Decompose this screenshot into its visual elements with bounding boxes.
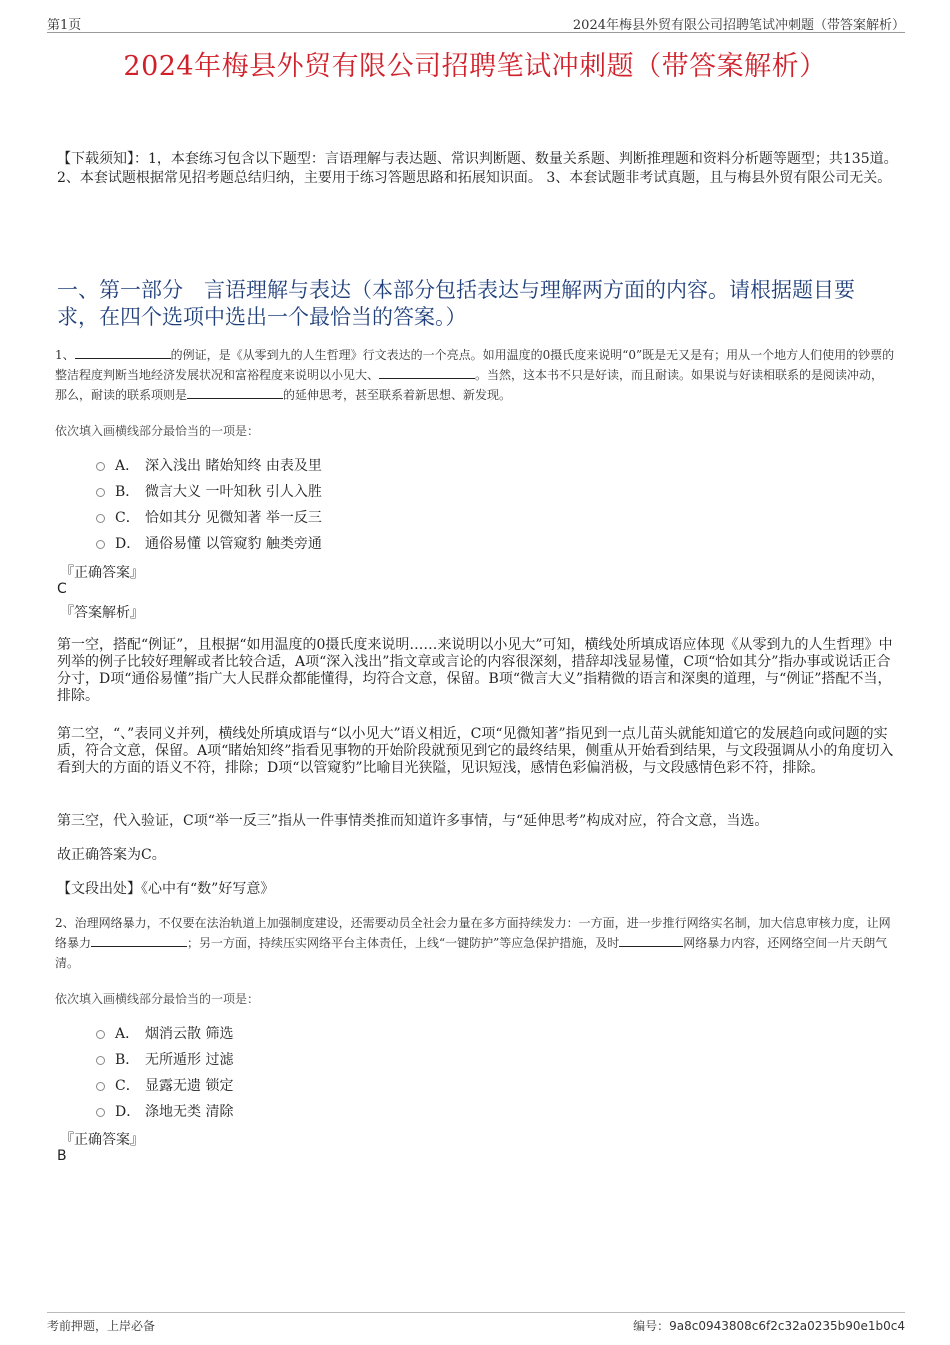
option-d[interactable]: D． 涤地无类 清除 [96, 1098, 233, 1124]
radio-icon[interactable] [96, 488, 105, 497]
analysis-paragraph: 第一空，搭配“例证”，且根据“如用温度的0摄氏度来说明……来说明以小见大”可知，横线处所填成语应体现《从零到九的人生哲理》中列举的例子比较好理解或者比较合适，A项“深入浅出”指文章或言论的内容很深刻，措辞却浅显易懂，C项“恰如其分”指办事或说话正合分寸，D项“通俗易懂”指广大人民群众都能懂得，均符合文意，保留。B项“微言大义”指精微的语言和深奥的道理，与“例证”搭配不当，排除。 [57, 637, 893, 704]
radio-icon[interactable] [96, 514, 105, 523]
option-b[interactable]: B． 无所遁形 过滤 [96, 1046, 233, 1072]
question-2-options [96, 1020, 233, 1124]
option-d[interactable]: D． 通俗易懂 以管窥豹 触类旁通 [96, 530, 322, 556]
question-1-text [55, 345, 895, 405]
correct-answer-label: 『正确答案』 [60, 1132, 144, 1148]
question-2-text [55, 913, 895, 973]
analysis-paragraph: 第二空，“、”表同义并列，横线处所填成语与“以小见大”语义相近，C项“见微知著”指见到一点儿苗头就能知道它的发展趋向或问题的实质，符合文意，保留。A项“睹始知终”指看见事物的开始阶段就预见到它的最终结果，侧重从开始看到结果，与文段强调从小的角度切入看到大的方面的语义不符，排除；D项“以管窥豹”比喻目光狭隘，见识短浅，感情色彩偏消极，与文段感情色彩不符，排除。 [57, 726, 894, 776]
question-segment: 治理网络暴力，不仅要在法治轨道上加强制度建设，还需要动员全社会力量在多方面持续发力：一方面，进一步推行网络实名制，加大信息审核力度，让网络暴力 [55, 916, 891, 950]
analysis-label: 『答案解析』 [60, 605, 144, 621]
fill-blank [91, 933, 187, 947]
section-heading: 一、第一部分 言语理解与表达（本部分包括表达与理解两方面的内容。请根据题目要求，在四个选项中选出一个最恰当的答案。） [57, 278, 855, 329]
radio-icon[interactable] [96, 1082, 105, 1091]
question-segment: 。当然，这本书不只是好读，而且耐读。如果说与好读相联系的是阅读冲动，那么，耐读的联系项则是 [55, 368, 884, 402]
analysis-conclusion: 故正确答案为C。 [57, 847, 166, 863]
option-c[interactable]: C． 恰如其分 见微知著 举一反三 [96, 504, 322, 530]
question-2-prompt: 依次填入画横线部分最恰当的一项是： [55, 992, 260, 1006]
question-segment: 网络暴力内容，还网络空间一片天朗气清。 [55, 936, 888, 970]
question-segment: 的延伸思考，甚至联系着新思想、新发现。 [283, 388, 512, 402]
header-doc-title: 2024年梅县外贸有限公司招聘笔试冲刺题（带答案解析） [572, 18, 905, 33]
page-title: 2024年梅县外贸有限公司招聘笔试冲刺题（带答案解析） [123, 51, 827, 82]
correct-answer-label: 『正确答案』 [60, 565, 144, 581]
footer-slogan: 考前押题，上岸必备 [47, 1319, 156, 1333]
correct-answer: B [57, 1148, 67, 1164]
fill-blank [379, 365, 475, 379]
fill-blank [619, 933, 683, 947]
radio-icon[interactable] [96, 462, 105, 471]
question-segment: 的例证，是《从零到九的人生哲理》行文表达的一个亮点。如用温度的0摄氏度来说明“0”既是无又是有；用从一个地方人们使用的钞票的整洁程度判断当地经济发展状况和富裕程度来说明以小见大、 [55, 348, 895, 382]
analysis-paragraph: 第三空，代入验证，C项“举一反三”指从一件事情类推而知道许多事情，与“延伸思考”构成对应，符合文意，当选。 [57, 813, 769, 829]
fill-blank [75, 345, 171, 359]
option-a[interactable]: A． 深入浅出 睹始知终 由表及里 [96, 452, 322, 478]
question-1-prompt: 依次填入画横线部分最恰当的一项是： [55, 424, 260, 438]
download-notice: 【下载须知】：1，本套练习包含以下题型：言语理解与表达题、常识判断题、数量关系题、判断推理题和资料分析题等题型；共135道。 2、本套试题根据常见招考题总结归纳，主要用于练习答题思路和拓展知识面。 3、本套试题非考试真题，且与梅县外贸有限公司无关。 [57, 151, 898, 186]
page-header [47, 12, 905, 33]
radio-icon[interactable] [96, 1108, 105, 1117]
question-1-options [96, 452, 322, 556]
radio-icon[interactable] [96, 1030, 105, 1039]
option-a[interactable]: A． 烟消云散 筛选 [96, 1020, 233, 1046]
fill-blank [187, 385, 283, 399]
document-id: 编号：9a8c0943808c6f2c32a0235b90e1b0c4 [633, 1319, 905, 1333]
radio-icon[interactable] [96, 1056, 105, 1065]
page-number: 第1页 [47, 18, 82, 33]
correct-answer: C [57, 581, 67, 597]
option-c[interactable]: C． 显露无遗 锁定 [96, 1072, 233, 1098]
radio-icon[interactable] [96, 540, 105, 549]
question-number: 1、 [55, 348, 75, 362]
source-reference: 【文段出处】《心中有“数”好写意》 [57, 881, 275, 897]
question-number: 2、 [55, 916, 75, 930]
question-segment: ；另一方面，持续压实网络平台主体责任，上线“一键防护”等应急保护措施，及时 [187, 936, 620, 950]
page-footer [47, 1312, 905, 1333]
option-b[interactable]: B． 微言大义 一叶知秋 引人入胜 [96, 478, 322, 504]
